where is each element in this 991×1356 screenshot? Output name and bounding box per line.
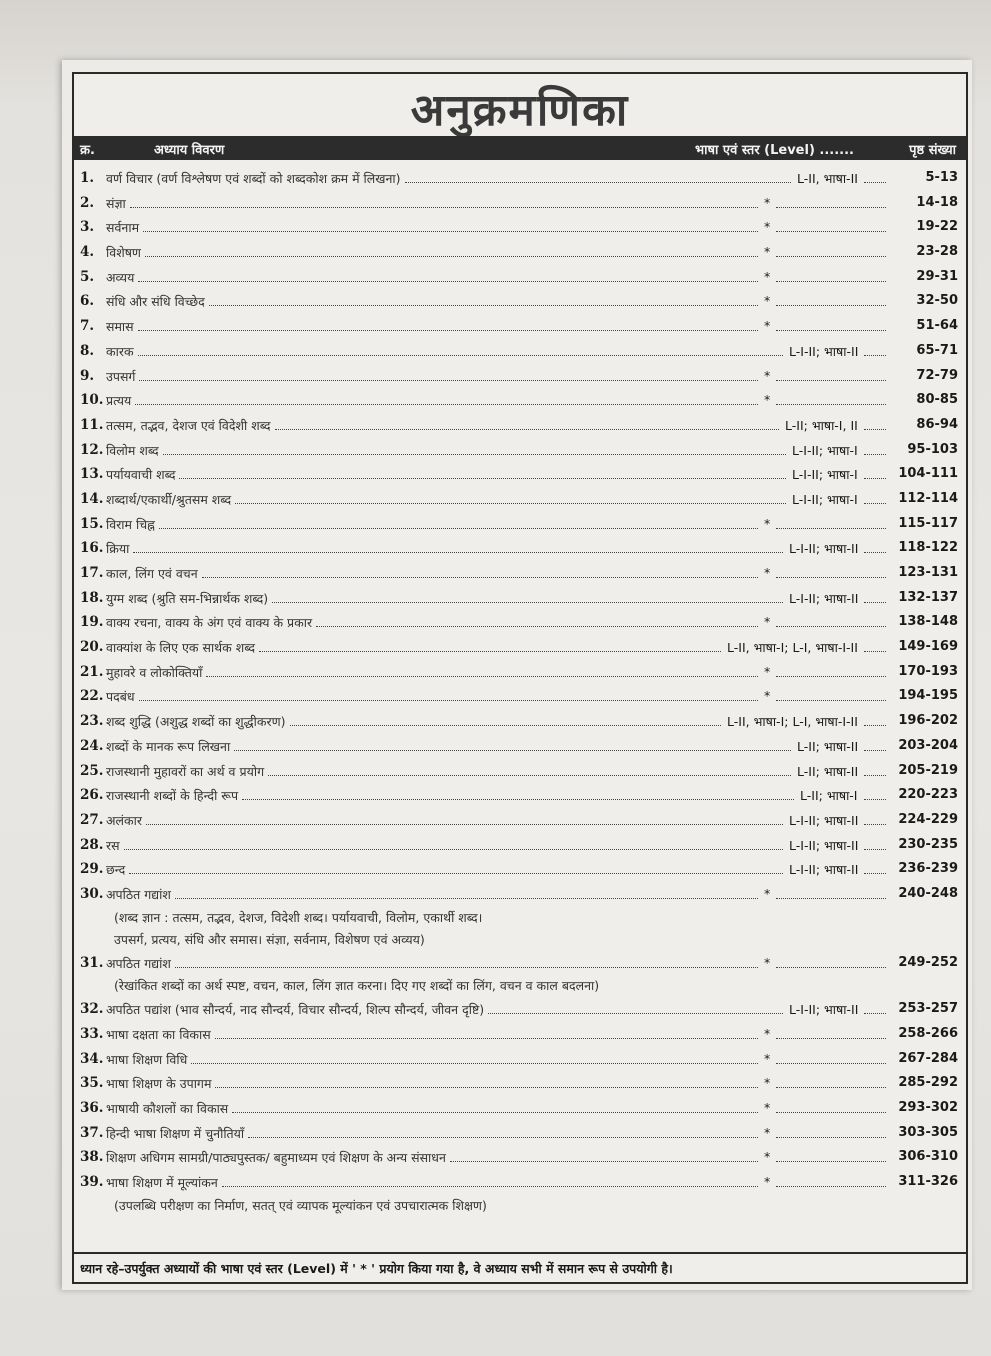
list-item [74,1170,966,1195]
item-pages: 104-111 [898,466,958,482]
item-number: 20. [80,639,104,656]
list-item [74,808,966,833]
item-number: 39. [80,1174,104,1191]
leader-dots [864,750,886,751]
leader-dots [138,330,758,331]
item-chapter: तत्सम, तद्भव, देशज एवं विदेशी शब्द [106,417,271,433]
item-level: * [764,515,771,531]
page-title: अनुक्रमणिका [410,85,630,136]
header-level: भाषा एवं स्तर (Level) ....... [695,143,854,158]
list-item [74,240,966,265]
leader-dots [864,1013,886,1014]
leader-dots [864,849,886,850]
item-pages: 311-326 [898,1174,958,1190]
item-level: L-I-II; भाषा-II [789,541,859,557]
item-level: L-I-II; भाषा-II [789,862,859,878]
item-chapter: काल, लिंग एवं वचन [106,566,198,581]
list-item [74,660,966,685]
leader-dots [248,1137,758,1138]
leader-dots [159,528,758,529]
item-description: (उपलब्धि परीक्षण का निर्माण, सतत् एवं व्यापक मूल्यांकन एवं उपचारात्मक शिक्षण) [114,1197,487,1213]
leader-dots [776,577,886,578]
item-pages: 29-31 [916,268,958,284]
leader-dots [222,1186,758,1187]
leader-dots [776,380,886,381]
item-number: 30. [80,885,104,902]
leader-dots [175,967,758,968]
item-level: L-I-II; भाषा-II [789,590,859,606]
item-chapter: संज्ञा [106,195,126,211]
item-chapter: हिन्दी भाषा शिक्षण में चुनौतियाँ [106,1125,245,1141]
item-level: L-II; भाषा-I, II [785,417,858,433]
item-description: (शब्द ज्ञान : तत्सम, तद्भव, देशज, विदेशी शब्द। पर्यायवाची, विलोम, एकार्थी शब्द। [114,909,483,925]
leader-dots [864,182,886,183]
leader-dots [776,231,886,232]
list-item [74,1096,966,1121]
leader-dots [135,404,758,405]
item-level: * [764,318,771,334]
leader-dots [776,1161,886,1162]
leader-dots [145,256,758,257]
item-level: * [764,885,771,901]
item-level: L-II; भाषा-II [797,763,859,779]
index-frame [72,72,968,1284]
leader-dots [143,231,758,232]
leader-dots [206,676,758,677]
footer-note: ध्यान रहे–उपर्युक्त अध्यायों की भाषा एवं स्तर (Level) में ' * ' प्रयोग किया गया है, वे अध्याय सभी में समान रूप से उपयोगी है। [74,1252,966,1282]
item-number: 6. [80,293,95,310]
item-pages: 267-284 [898,1050,958,1066]
leader-dots [272,602,783,603]
list-item [74,561,966,586]
leader-dots [776,1087,886,1088]
leader-dots [138,355,783,356]
item-chapter: रस [106,837,120,853]
item-chapter: राजस्थानी मुहावरों का अर्थ व प्रयोग [106,763,265,779]
leader-dots [864,651,886,652]
leader-dots [242,799,794,800]
item-chapter: शब्दार्थ/एकार्थी/श्रुतसम शब्द [106,491,232,507]
item-level: L-I-II; भाषा-I [792,442,858,458]
leader-dots [191,1063,758,1064]
item-pages: 5-13 [925,170,958,185]
item-pages: 65-71 [916,342,958,358]
list-item [74,951,966,976]
item-number: 22. [80,688,104,705]
list-item [74,462,966,487]
item-chapter: विशेषण [106,245,141,261]
item-description: (रेखांकित शब्दों का अर्थ स्पष्ट, वचन, काल, लिंग ज्ञात करना। दिए गए शब्दों का लिंग, वचन व काल बदलना) [114,978,600,994]
item-chapter: भाषा दक्षता का विकास [106,1027,211,1042]
item-number: 14. [80,490,104,507]
item-pages: 115-117 [898,515,958,531]
item-number: 33. [80,1026,104,1042]
item-chapter: अपठित गद्यांश [106,886,171,902]
leader-dots [235,503,786,504]
item-number: 35. [80,1075,104,1092]
leader-dots [864,824,886,825]
list-item [74,364,966,389]
list-item [74,635,966,660]
list-item [74,833,966,858]
leader-dots [138,281,758,282]
item-level: * [764,1050,771,1066]
item-chapter: विराम चिह्न [106,516,155,532]
item-level: * [764,1149,771,1165]
leader-dots [163,454,786,455]
item-pages: 196-202 [898,713,958,729]
item-level: * [764,1075,771,1091]
leader-dots [864,429,886,430]
item-chapter: शब्दों के मानक रूप लिखना [106,738,231,754]
item-pages: 95-103 [907,441,958,457]
leader-dots [864,873,886,874]
item-pages: 306-310 [898,1149,958,1165]
item-number: 3. [80,219,95,236]
item-level: * [764,954,771,970]
item-chapter: भाषा शिक्षण में मूल्यांकन [106,1175,218,1191]
item-pages: 230-235 [898,836,958,852]
leader-dots [209,305,758,306]
leader-dots [776,330,886,331]
item-number: 8. [80,342,95,359]
leader-dots [133,552,783,553]
leader-dots [776,281,886,282]
header-page: पृष्ठ संख्या [909,143,956,158]
item-description: उपसर्ग, प्रत्यय, संधि और समास। संज्ञा, सर्वनाम, विशेषण एवं अव्यय) [114,931,425,947]
item-number: 27. [80,811,104,828]
list-item [74,215,966,240]
list-item [74,438,966,463]
list-item [74,487,966,512]
item-number: 10. [80,392,104,409]
leader-dots [776,700,886,701]
item-level: * [764,194,771,210]
list-item [74,857,966,882]
item-level: L-I-II; भाषा-II [789,812,859,828]
item-number: 1. [80,170,95,186]
item-chapter: भाषा शिक्षण विधि [106,1051,188,1067]
leader-dots [864,503,886,504]
item-number: 23. [80,713,104,730]
item-number: 2. [80,194,95,211]
leader-dots [776,528,886,529]
item-number: 15. [80,515,104,532]
item-level: L-I-II; भाषा-I [792,491,858,507]
item-pages: 132-137 [898,589,958,605]
item-chapter: भाषायी कौशलों का विकास [106,1101,229,1117]
leader-dots [450,1161,758,1162]
item-number: 21. [80,663,104,680]
item-number: 28. [80,836,104,853]
leader-dots [232,1112,758,1113]
item-number: 25. [80,762,104,779]
leader-dots [215,1038,758,1039]
item-level: * [764,688,771,704]
item-pages: 170-193 [898,663,958,679]
item-level: L-II, भाषा-I; L-I, भाषा-I-II [727,640,858,656]
item-number: 34. [80,1050,104,1067]
item-level: * [764,1100,771,1116]
item-chapter: पर्यायवाची शब्द [106,467,176,483]
list-item [74,191,966,216]
leader-dots [864,725,886,726]
item-number: 4. [80,244,95,261]
leader-dots [316,626,758,627]
leader-dots [202,577,758,578]
item-pages: 205-219 [898,762,958,778]
leader-dots [129,873,783,874]
list-item [74,536,966,561]
item-chapter: वर्ण विचार (वर्ण विश्लेषण एवं शब्दों को शब्दकोश क्रम में लिखना) [106,171,401,186]
list-item [74,586,966,611]
item-level: L-II; भाषा-II [797,738,859,754]
item-pages: 293-302 [898,1100,958,1116]
item-number: 13. [80,466,104,483]
list-item [74,997,966,1022]
item-pages: 14-18 [916,194,958,210]
leader-dots [776,967,886,968]
item-pages: 19-22 [916,219,958,235]
leader-dots [776,305,886,306]
item-level: * [764,1026,771,1041]
item-pages: 138-148 [898,614,958,630]
item-number: 7. [80,318,95,335]
item-pages: 86-94 [916,416,958,432]
list-item [74,1047,966,1072]
item-level: * [764,663,771,679]
item-number: 32. [80,1001,104,1018]
item-number: 18. [80,589,104,606]
item-level: L-I-II; भाषा-I [792,467,858,483]
item-chapter: राजस्थानी शब्दों के हिन्दी रूप [106,788,239,804]
item-level: * [764,244,771,260]
item-pages: 149-169 [898,639,958,655]
list-item [74,709,966,734]
leader-dots [146,824,783,825]
item-chapter: छन्द [106,862,126,878]
item-pages: 118-122 [898,540,958,556]
item-chapter: संधि और संधि विच्छेद [106,294,205,310]
list-item [74,512,966,537]
leader-dots [290,725,721,726]
item-chapter: भाषा शिक्षण के उपागम [106,1076,212,1092]
item-level: * [764,1124,771,1140]
item-number: 5. [80,268,95,285]
item-chapter: विलोम शब्द [106,442,159,458]
item-level: * [764,614,771,630]
item-level: L-II, भाषा-I; L-I, भाषा-I-II [727,714,858,730]
leader-dots [864,454,886,455]
item-pages: 194-195 [898,688,958,704]
list-item [74,339,966,364]
header-chapter: अध्याय विवरण [154,143,225,158]
item-chapter: उपसर्ग [106,368,136,384]
table-header [74,136,966,160]
leader-dots [864,478,886,479]
item-chapter: प्रत्यय [106,393,132,409]
item-chapter: पदबंध [106,689,135,705]
leader-dots [776,1186,886,1187]
item-chapter: समास [106,319,134,335]
leader-dots [139,380,758,381]
item-number: 17. [80,565,104,581]
leader-dots [175,898,758,899]
item-chapter: शिक्षण अधिगम सामग्री/पाठ्यपुस्तक/ बहुमाध्यम एवं शिक्षण के अन्य संसाधन [106,1150,446,1166]
item-pages: 203-204 [898,737,958,753]
item-level: L-II; भाषा-I [800,788,858,804]
item-chapter: अपठित पद्यांश (भाव सौन्दर्य, नाद सौन्दर्य, विचार सौन्दर्य, शिल्प सौन्दर्य, जीवन दृष्टि) [106,1002,485,1018]
item-level: * [764,392,771,408]
leader-dots [776,1112,886,1113]
leader-dots [405,182,791,183]
item-pages: 285-292 [898,1075,958,1091]
list-item [74,413,966,438]
item-level: L-II, भाषा-II [797,171,858,186]
leader-dots [776,898,886,899]
list-item [74,734,966,759]
item-pages: 80-85 [916,392,958,408]
list-item [74,314,966,339]
list-item [74,783,966,808]
item-chapter: मुहावरे व लोकोक्तियाँ [106,664,203,680]
item-level: * [764,367,771,383]
leader-dots [130,207,758,208]
item-chapter: सर्वनाम [106,220,140,236]
item-number: 19. [80,614,104,631]
item-chapter: क्रिया [106,541,130,557]
leader-dots [234,750,791,751]
item-pages: 112-114 [898,490,958,506]
item-chapter: युग्म शब्द (श्रुति सम-भिन्नार्थक शब्द) [106,590,269,606]
item-pages: 51-64 [916,318,958,334]
item-pages: 220-223 [898,787,958,803]
item-pages: 23-28 [916,244,958,260]
item-number: 38. [80,1149,104,1166]
item-level: * [764,268,771,284]
item-number: 11. [80,416,104,433]
item-chapter: वाक्यांश के लिए एक सार्थक शब्द [106,640,256,656]
leader-dots [776,256,886,257]
item-number: 9. [80,367,95,384]
leader-dots [776,1063,886,1064]
item-number: 31. [80,954,104,971]
list-item [74,882,966,907]
leader-dots [864,602,886,603]
item-level: L-I-II; भाषा-II [789,1002,859,1018]
item-chapter: शब्द शुद्धि (अशुद्ध शब्दों का शुद्धीकरण) [106,714,286,730]
leader-dots [259,651,721,652]
leader-dots [776,207,886,208]
leader-dots [864,775,886,776]
list-item [74,388,966,413]
leader-dots [864,355,886,356]
list-item [74,759,966,784]
list-item [74,610,966,635]
item-level: L-I-II; भाषा-II [789,837,859,853]
list-item [74,166,966,191]
item-level: * [764,219,771,235]
list-item [74,1121,966,1146]
leader-dots [268,775,791,776]
item-chapter: वाक्य रचना, वाक्य के अंग एवं वाक्य के प्रकार [106,615,313,631]
item-number: 24. [80,737,104,754]
leader-dots [864,552,886,553]
item-pages: 32-50 [916,293,958,309]
item-number: 16. [80,540,104,557]
leader-dots [864,799,886,800]
item-pages: 236-239 [898,861,958,877]
list-item [74,1022,966,1047]
item-chapter: कारक [106,343,134,359]
leader-dots [776,676,886,677]
header-no: क्र. [80,143,95,158]
item-number: 37. [80,1124,104,1141]
item-pages: 303-305 [898,1124,958,1140]
list-item [74,265,966,290]
leader-dots [776,1137,886,1138]
item-number: 36. [80,1100,104,1117]
leader-dots [776,404,886,405]
leader-dots [215,1087,758,1088]
item-chapter: अव्यय [106,269,135,285]
item-chapter: अपठित गद्यांश [106,955,171,971]
list-item [74,289,966,314]
item-chapter: अलंकार [106,812,142,828]
list-item [74,1145,966,1170]
item-pages: 240-248 [898,885,958,901]
item-level: * [764,293,771,309]
item-number: 29. [80,861,104,878]
index-list [74,166,966,1217]
item-pages: 224-229 [898,811,958,827]
leader-dots [776,1038,886,1039]
item-pages: 258-266 [898,1026,958,1041]
leader-dots [488,1013,783,1014]
leader-dots [776,626,886,627]
item-level: L-I-II; भाषा-II [789,343,859,359]
leader-dots [179,478,786,479]
item-pages: 123-131 [898,565,958,580]
item-pages: 249-252 [898,954,958,970]
item-pages: 72-79 [916,367,958,383]
list-item [74,684,966,709]
item-pages: 253-257 [898,1001,958,1017]
item-level: * [764,1174,771,1190]
list-item [74,1071,966,1096]
leader-dots [275,429,779,430]
leader-dots [124,849,783,850]
leader-dots [139,700,758,701]
item-level: * [764,565,771,580]
item-number: 12. [80,441,104,458]
item-number: 26. [80,787,104,804]
